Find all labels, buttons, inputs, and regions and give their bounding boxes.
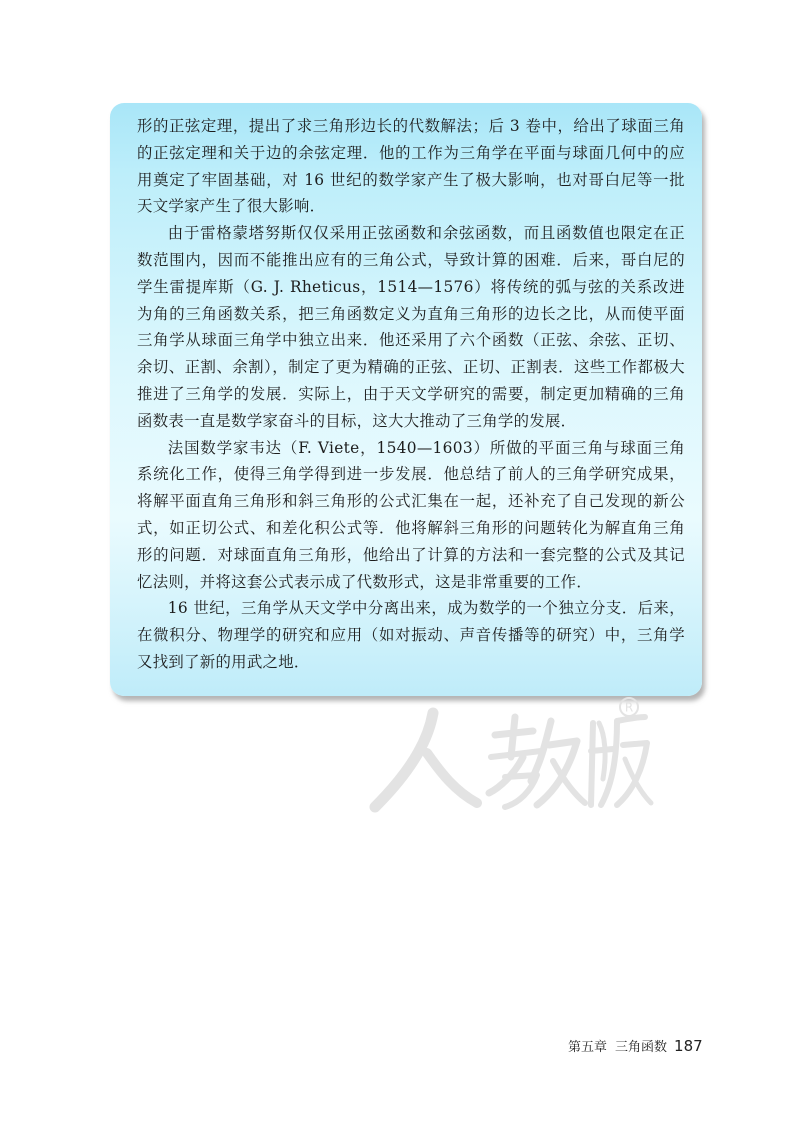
chapter-label: 第五章: [568, 1040, 608, 1055]
paragraph-3: 法国数学家韦达（F. Viete，1540—1603）所做的平面三角与球面三角系统化工作，使得三角学得到进一步发展．他总结了前人的三角学研究成果，将解平面直角三角形和斜三角形的公式汇集在一起，还补充了自己发现的新公式，如正切公式、和差化积公式等．他将解斜三角形的问题转化为解直角三角形的问题．对球面直角三角形，他给出了计算的方法和一套完整的公式及其记忆法则，并将这套公式表示成了代数形式，这是非常重要的工作．: [137, 438, 685, 591]
page-number: 187: [674, 1037, 703, 1055]
reading-text: [137, 113, 685, 676]
publisher-watermark-logo: [355, 695, 655, 815]
paragraph-1: 形的正弦定理，提出了求三角形边长的代数解法；后 3 卷中，给出了球面三角的正弦定理和关于边的余弦定理．他的工作为三角学在平面与球面几何中的应用奠定了牢固基础，对 16 世纪的数学家产生了极大影响，也对哥白尼等一批天文学家产生了很大影响．: [137, 117, 685, 216]
chapter-title: 三角函数: [615, 1040, 668, 1055]
page-footer: [568, 1036, 703, 1055]
paragraph-4: 16 世纪，三角学从天文学中分离出来，成为数学的一个独立分支．后来，在微积分、物理学的研究和应用（如对振动、声音传播等的研究）中，三角学又找到了新的用武之地．: [137, 599, 685, 671]
paragraph-2: 由于雷格蒙塔努斯仅仅采用正弦函数和余弦函数，而且函数值也限定在正数范围内，因而不能推出应有的三角公式，导致计算的困难．后来，哥白尼的学生雷提库斯（G. J. Rheticus，1514—1576）将传统的弧与弦的关系改进为角的三角函数关系，把三角函数定义为直角三角形的边长之比，从而使平面三角学从球面三角学中独立出来．他还采用了六个函数（正弦、余弦、正切、余切、正割、余割），制定了更为精确的正弦、正切、正割表．这些工作都极大推进了三角学的发展．实际上，由于天文学研究的需要，制定更加精确的三角函数表一直是数学家奋斗的目标，这大大推动了三角学的发展．: [137, 224, 685, 430]
svg-text:R: R: [624, 700, 634, 715]
